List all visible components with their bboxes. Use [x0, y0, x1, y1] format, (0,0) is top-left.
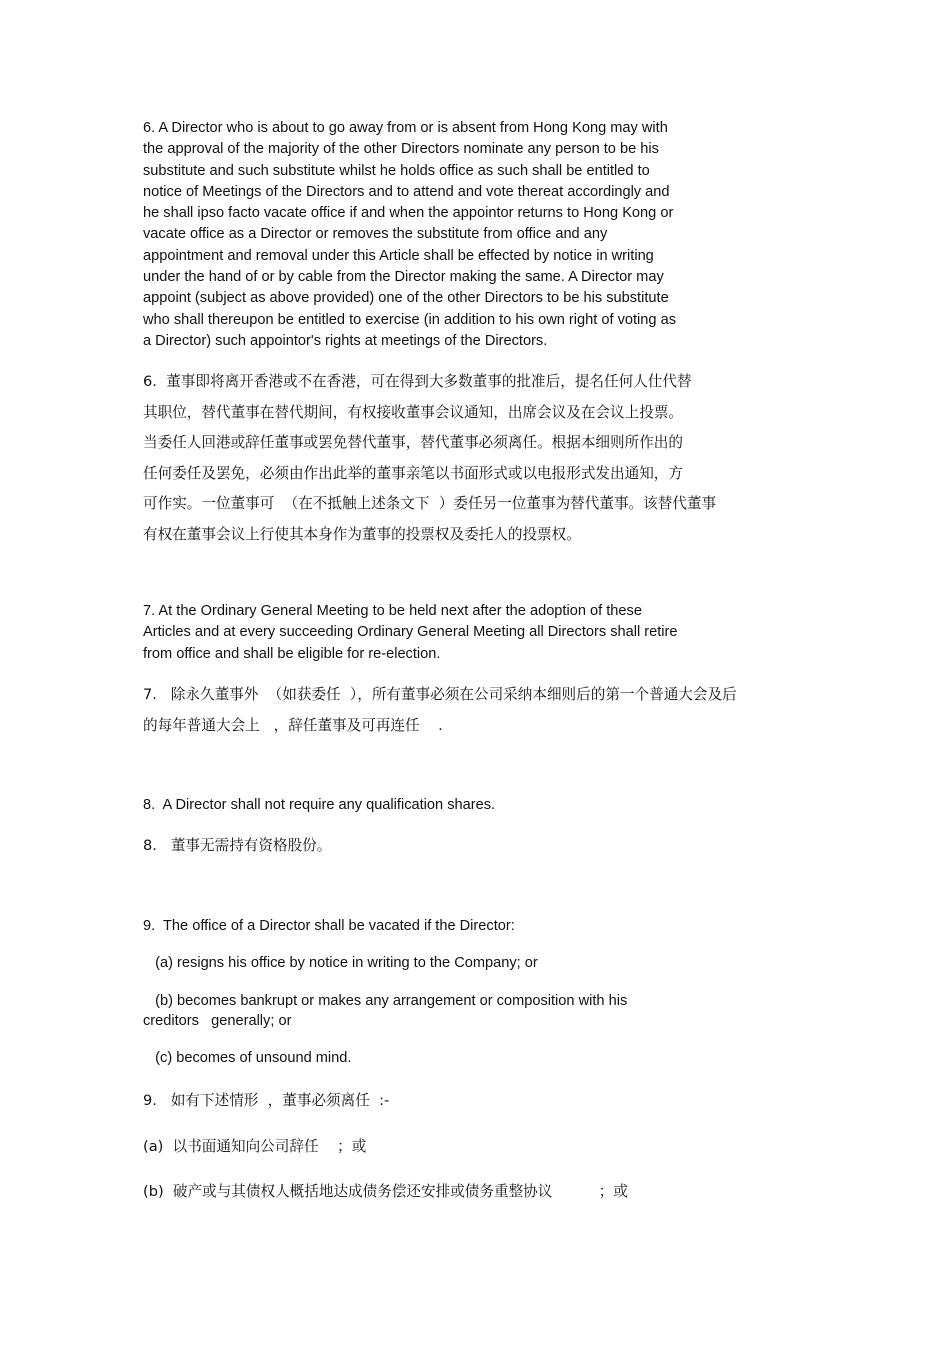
text-line: a Director) such appointor's rights at meetings of the Directors.	[143, 332, 548, 349]
article-9-chinese-intro: 9. 如有下述情形 ，董事必须离任 :-	[143, 1092, 390, 1109]
text-line: 可作实。一位董事可 （在不抵触上述条文下 ）委任另一位董事为替代董事。该替代董事	[143, 495, 717, 512]
text-line: 6. 董事即将离开香港或不在香港，可在得到大多数董事的批准后，提名任何人仕代替	[143, 373, 692, 390]
article-9-english-item-b-cont: creditors generally; or	[143, 1013, 292, 1029]
text-line: 7. At the Ordinary General Meeting to be held next after the adoption of these	[143, 603, 642, 619]
article-6-chinese	[143, 367, 783, 550]
text-line: vacate office as a Director or removes the substitute from office and any	[143, 226, 608, 243]
text-line: 7. 除永久董事外 （如获委任 ），所有董事必须在公司采纳本细则后的第一个普通大会及后	[143, 686, 737, 703]
text-line: appointment and removal under this Article shall be effected by notice in writing	[143, 247, 654, 264]
article-9-chinese-item-b: (b) 破产或与其债权人概括地达成债务偿还安排或债务重整协议 ；或	[143, 1183, 628, 1200]
article-9-english-item-b: (b) becomes bankrupt or makes any arrangement or composition with his	[143, 993, 628, 1009]
text-line: he shall ipso facto vacate office if and when the appointor returns to Hong Kong or	[143, 205, 674, 222]
text-line: 任何委任及罢免，必须由作出此举的董事亲笔以书面形式或以电报形式发出通知，方	[143, 464, 683, 482]
text-line: appoint (subject as above provided) one of the other Directors to be his substitute	[143, 290, 669, 307]
article-7-english	[143, 601, 783, 665]
text-line: under the hand of or by cable from the Director making the same. A Director may	[143, 269, 664, 286]
text-line: 当委任人回港或辞任董事或罢免替代董事，替代董事必须离任。根据本细则所作出的	[143, 434, 683, 451]
text-line: substitute and such substitute whilst he holds office as such shall be entitled to	[143, 162, 650, 179]
text-line: 有权在董事会议上行使其本身作为董事的投票权及委托人的投票权。	[143, 525, 581, 543]
text-line: Articles and at every succeeding Ordinary General Meeting all Directors shall retire	[143, 624, 678, 641]
text-line: who shall thereupon be entitled to exercise (in addition to his own right of voting as	[143, 311, 676, 328]
article-9-english-item-c: (c) becomes of unsound mind.	[143, 1050, 352, 1066]
article-9-english-intro: 9. The office of a Director shall be vacated if the Director:	[143, 918, 515, 934]
article-8-english: 8. A Director shall not require any qualification shares.	[143, 797, 496, 813]
article-6-english	[143, 118, 783, 352]
text-line: 6. A Director who is about to go away from or is absent from Hong Kong may with	[143, 120, 668, 136]
text-line: from office and shall be eligible for re-election.	[143, 645, 441, 662]
article-7-chinese	[143, 680, 783, 741]
article-8-chinese: 8. 董事无需持有资格股份。	[143, 837, 332, 854]
text-line: 其职位，替代董事在替代期间，有权接收董事会议通知，出席会议及在会议上投票。	[143, 403, 683, 421]
article-9-english-item-a: (a) resigns his office by notice in writing to the Company; or	[143, 955, 538, 971]
text-line: notice of Meetings of the Directors and to attend and vote thereat accordingly and	[143, 183, 670, 200]
text-line: the approval of the majority of the other Directors nominate any person to be his	[143, 141, 659, 158]
text-line: 的每年普通大会上 ，辞任董事及可再连任 .	[143, 716, 443, 734]
article-9-chinese-item-a: (a) 以书面通知向公司辞任 ；或	[143, 1138, 367, 1155]
